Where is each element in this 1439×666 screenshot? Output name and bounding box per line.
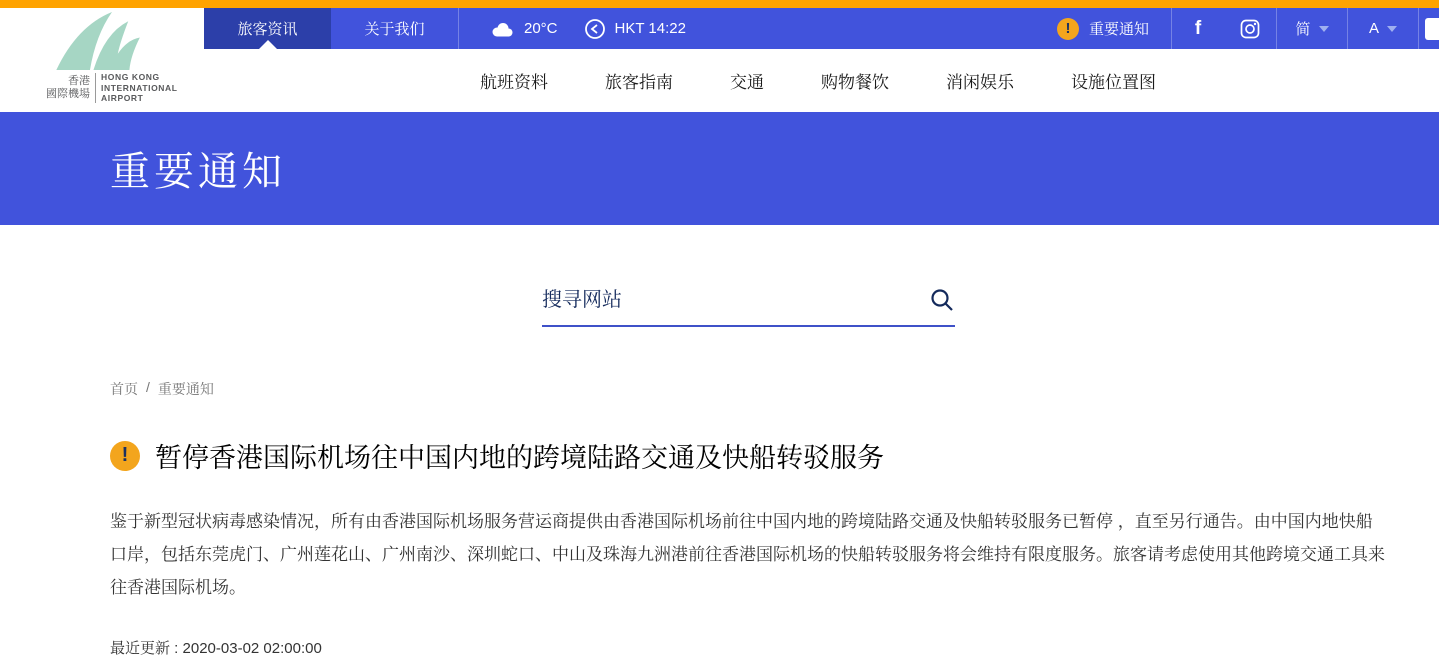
nav-item-shop-dine[interactable]: 购物餐饮 bbox=[821, 73, 889, 92]
language-toggle[interactable] bbox=[1277, 18, 1347, 39]
breadcrumb-home[interactable]: 首页 bbox=[110, 381, 138, 397]
tab-about-us-label: 关于我们 bbox=[364, 21, 425, 38]
instagram-link[interactable] bbox=[1224, 8, 1276, 49]
page-title: 重要通知 bbox=[110, 150, 286, 194]
nav-item-passenger-guide[interactable]: 旅客指南 bbox=[605, 73, 673, 92]
logo-en-line3: AIRPORT bbox=[101, 93, 144, 103]
weather-temp: 20°C bbox=[524, 20, 558, 37]
breadcrumb-current: 重要通知 bbox=[157, 381, 214, 397]
search-input[interactable] bbox=[542, 289, 929, 312]
logo-en-line1: HONG KONG bbox=[101, 72, 160, 82]
notice-body: 鉴于新型冠状病毒感染情况，所有由香港国际机场服务营运商提供由香港国际机场前往中国内地的跨境陆路交通及快船转驳服务已暂停 ，直至另行通告。由中国内地快船口岸，包括东莞虎门、广州莲花山、广州南沙、深圳蛇口、中山及珠海九洲港前往香港国际机场的快船转驳服务将会维持有限度服务。旅客请考虑使用其他跨境交通工具来往香港国际机场。 bbox=[110, 512, 1385, 597]
instagram-icon bbox=[1240, 19, 1260, 39]
clock-icon bbox=[584, 18, 606, 40]
last-updated bbox=[110, 637, 1439, 658]
main-content bbox=[0, 287, 1439, 658]
last-updated-value: 2020-03-02 02:00:00 bbox=[182, 640, 322, 657]
tab-passenger-info-label: 旅客资讯 bbox=[237, 21, 298, 38]
search-button[interactable] bbox=[929, 287, 955, 313]
logo-cn-line1: 香港 bbox=[68, 74, 90, 87]
edge-partial-icon[interactable] bbox=[1425, 18, 1439, 40]
logo-en-line2: INTERNATIONAL bbox=[101, 82, 178, 93]
notice-title-row bbox=[110, 436, 1439, 475]
logo-mountain-icon bbox=[53, 12, 171, 70]
warning-icon: ! bbox=[110, 441, 140, 471]
site-search bbox=[542, 287, 955, 327]
airport-logo[interactable] bbox=[46, 12, 178, 104]
logo-divider bbox=[95, 73, 96, 103]
font-size-label: A bbox=[1368, 20, 1379, 37]
search-icon bbox=[929, 287, 955, 313]
facebook-link[interactable] bbox=[1172, 8, 1224, 49]
active-tab-notch bbox=[259, 40, 277, 49]
bar-divider bbox=[458, 8, 459, 49]
chevron-down-icon bbox=[1319, 26, 1329, 32]
important-notice-link[interactable] bbox=[1057, 18, 1149, 40]
nav-item-facility-map[interactable]: 设施位置图 bbox=[1071, 73, 1156, 92]
clock-time: HKT 14:22 bbox=[614, 20, 686, 37]
logo-text bbox=[46, 72, 178, 104]
top-utility-bar bbox=[204, 8, 1439, 49]
clock-widget bbox=[584, 18, 686, 40]
cloud-icon bbox=[489, 19, 515, 39]
last-updated-label: 最近更新 bbox=[110, 640, 171, 657]
breadcrumb-separator: / bbox=[146, 379, 150, 395]
notice-title: 暂停香港国际机场往中国内地的跨境陆路交通及快船转驳服务 bbox=[155, 443, 884, 473]
tab-passenger-info[interactable] bbox=[204, 8, 331, 49]
warning-icon: ! bbox=[1057, 18, 1079, 40]
logo-cn-line2: 國際機場 bbox=[46, 87, 90, 100]
top-accent-strip bbox=[0, 0, 1439, 8]
site-header bbox=[0, 8, 1439, 112]
facebook-icon: f bbox=[1194, 17, 1202, 39]
breadcrumb bbox=[110, 379, 1439, 399]
last-updated-separator: : bbox=[170, 640, 183, 657]
bar-divider bbox=[1418, 8, 1419, 49]
nav-item-flights[interactable]: 航班资料 bbox=[480, 73, 548, 92]
page-banner bbox=[0, 112, 1439, 225]
weather-widget bbox=[489, 19, 558, 39]
chevron-down-icon bbox=[1387, 26, 1397, 32]
important-notice-label: 重要通知 bbox=[1088, 21, 1149, 38]
nav-item-entertainment[interactable]: 消闲娱乐 bbox=[946, 73, 1014, 92]
font-size-toggle[interactable] bbox=[1348, 20, 1418, 37]
main-navigation bbox=[480, 49, 1156, 112]
nav-item-transport[interactable]: 交通 bbox=[730, 73, 764, 92]
language-label: 简 bbox=[1295, 21, 1311, 38]
tab-about-us[interactable] bbox=[331, 8, 458, 49]
